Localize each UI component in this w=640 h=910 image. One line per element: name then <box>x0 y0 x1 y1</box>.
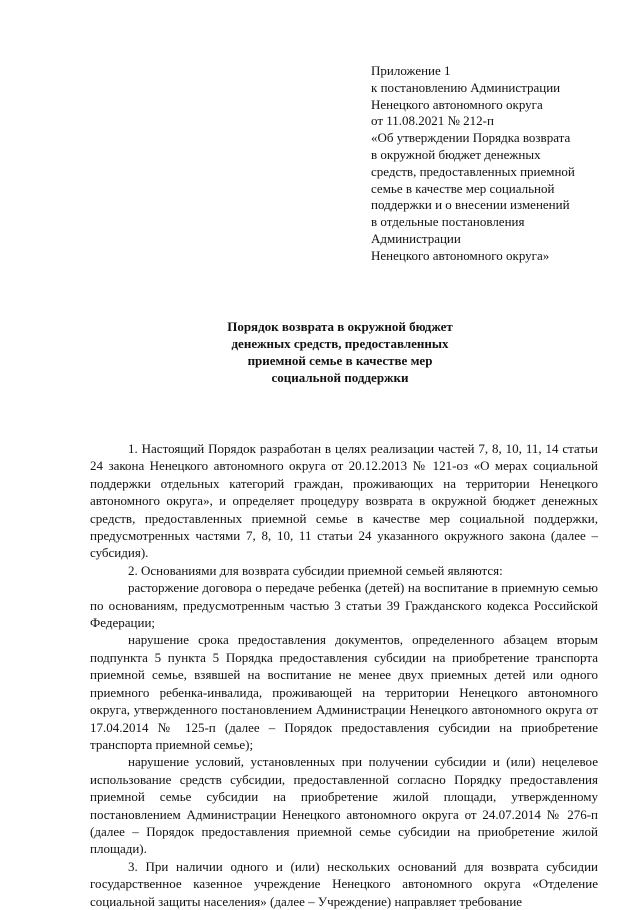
title-line: денежных средств, предоставленных <box>231 336 449 351</box>
appendix-line: в отдельные постановления <box>371 214 525 230</box>
paragraph: 2. Основаниями для возврата субсидии приемной семьей являются: <box>128 562 503 578</box>
appendix-line: Администрации <box>371 230 461 246</box>
appendix-line: семье в качестве мер социальной <box>371 180 555 196</box>
appendix-line: Ненецкого автономного округа <box>371 96 543 112</box>
appendix-line: к постановлению Администрации <box>371 79 561 95</box>
appendix-line: средств, предоставленных приемной <box>371 163 575 179</box>
appendix-line: Ненецкого автономного округа» <box>371 247 550 263</box>
paragraph: нарушение условий, установленных при получении субсидии и (или) нецелевое использование средств субсидии, предоставленной согласно Порядку предоставления приемной семье субсидии на приобретение жилой площади, утвержденному постановлением Администрации Ненецкого автономного округа от 24.07.2014 № 276-п (далее – Порядок предоставления приемной семье субсидии на приобретение жилой площади). <box>90 754 598 857</box>
appendix-block <box>371 63 601 265</box>
paragraph: 3. При наличии одного и (или) нескольких оснований для возврата субсидии государственное казенное учреждение Ненецкого автономного округа «Отделение социальной защиты населения» (далее – Учреждение) направляет требование <box>90 858 598 909</box>
appendix-line: Приложение 1 <box>371 63 451 78</box>
title-line: Порядок возврата в окружной бюджет <box>227 319 453 334</box>
document-body <box>90 440 598 910</box>
paragraph: нарушение срока предоставления документов, определенного абзацем вторым подпункта 5 пункта 5 Порядка предоставления субсидии на приобретение транспорта приемной семье, взявшей на воспитание не менее двух приемных детей или одного приемного ребенка-инвалида, проживающей на территории Ненецкого автономного округа, утвержденного постановлением Администрации Ненецкого автономного округа от 17.04.2014 № 125-п (далее – Порядок предоставления субсидии на приобретение транспорта приемной семье); <box>90 632 598 752</box>
appendix-line: поддержки и о внесении изменений <box>371 197 570 213</box>
appendix-line: от 11.08.2021 № 212-п <box>371 113 494 129</box>
title-line: приемной семье в качестве мер <box>247 353 433 368</box>
paragraph: расторжение договора о передаче ребенка (детей) на воспитание в приемную семью по основаниям, предусмотренным частью 3 статьи 39 Гражданского кодекса Российской Федерации; <box>90 580 598 631</box>
appendix-line: в окружной бюджет денежных <box>371 146 541 162</box>
document-title <box>200 318 480 386</box>
title-line: социальной поддержки <box>271 370 409 385</box>
appendix-line: «Об утверждении Порядка возврата <box>371 130 571 146</box>
paragraph: 1. Настоящий Порядок разработан в целях реализации частей 7, 8, 10, 11, 14 статьи 24 закона Ненецкого автономного округа от 20.12.2013 № 121-оз «О мерах социальной поддержки отдельных категорий граждан, проживающих на территории Ненецкого автономного округа», и определяет процедуру возврата в окружной бюджет денежных средств, предоставленных приемной семье в качестве мер социальной поддержки, предусмотренных частями 7, 8, 10, 11 статьи 24 указанного окружного закона (далее – субсидия). <box>90 441 598 561</box>
